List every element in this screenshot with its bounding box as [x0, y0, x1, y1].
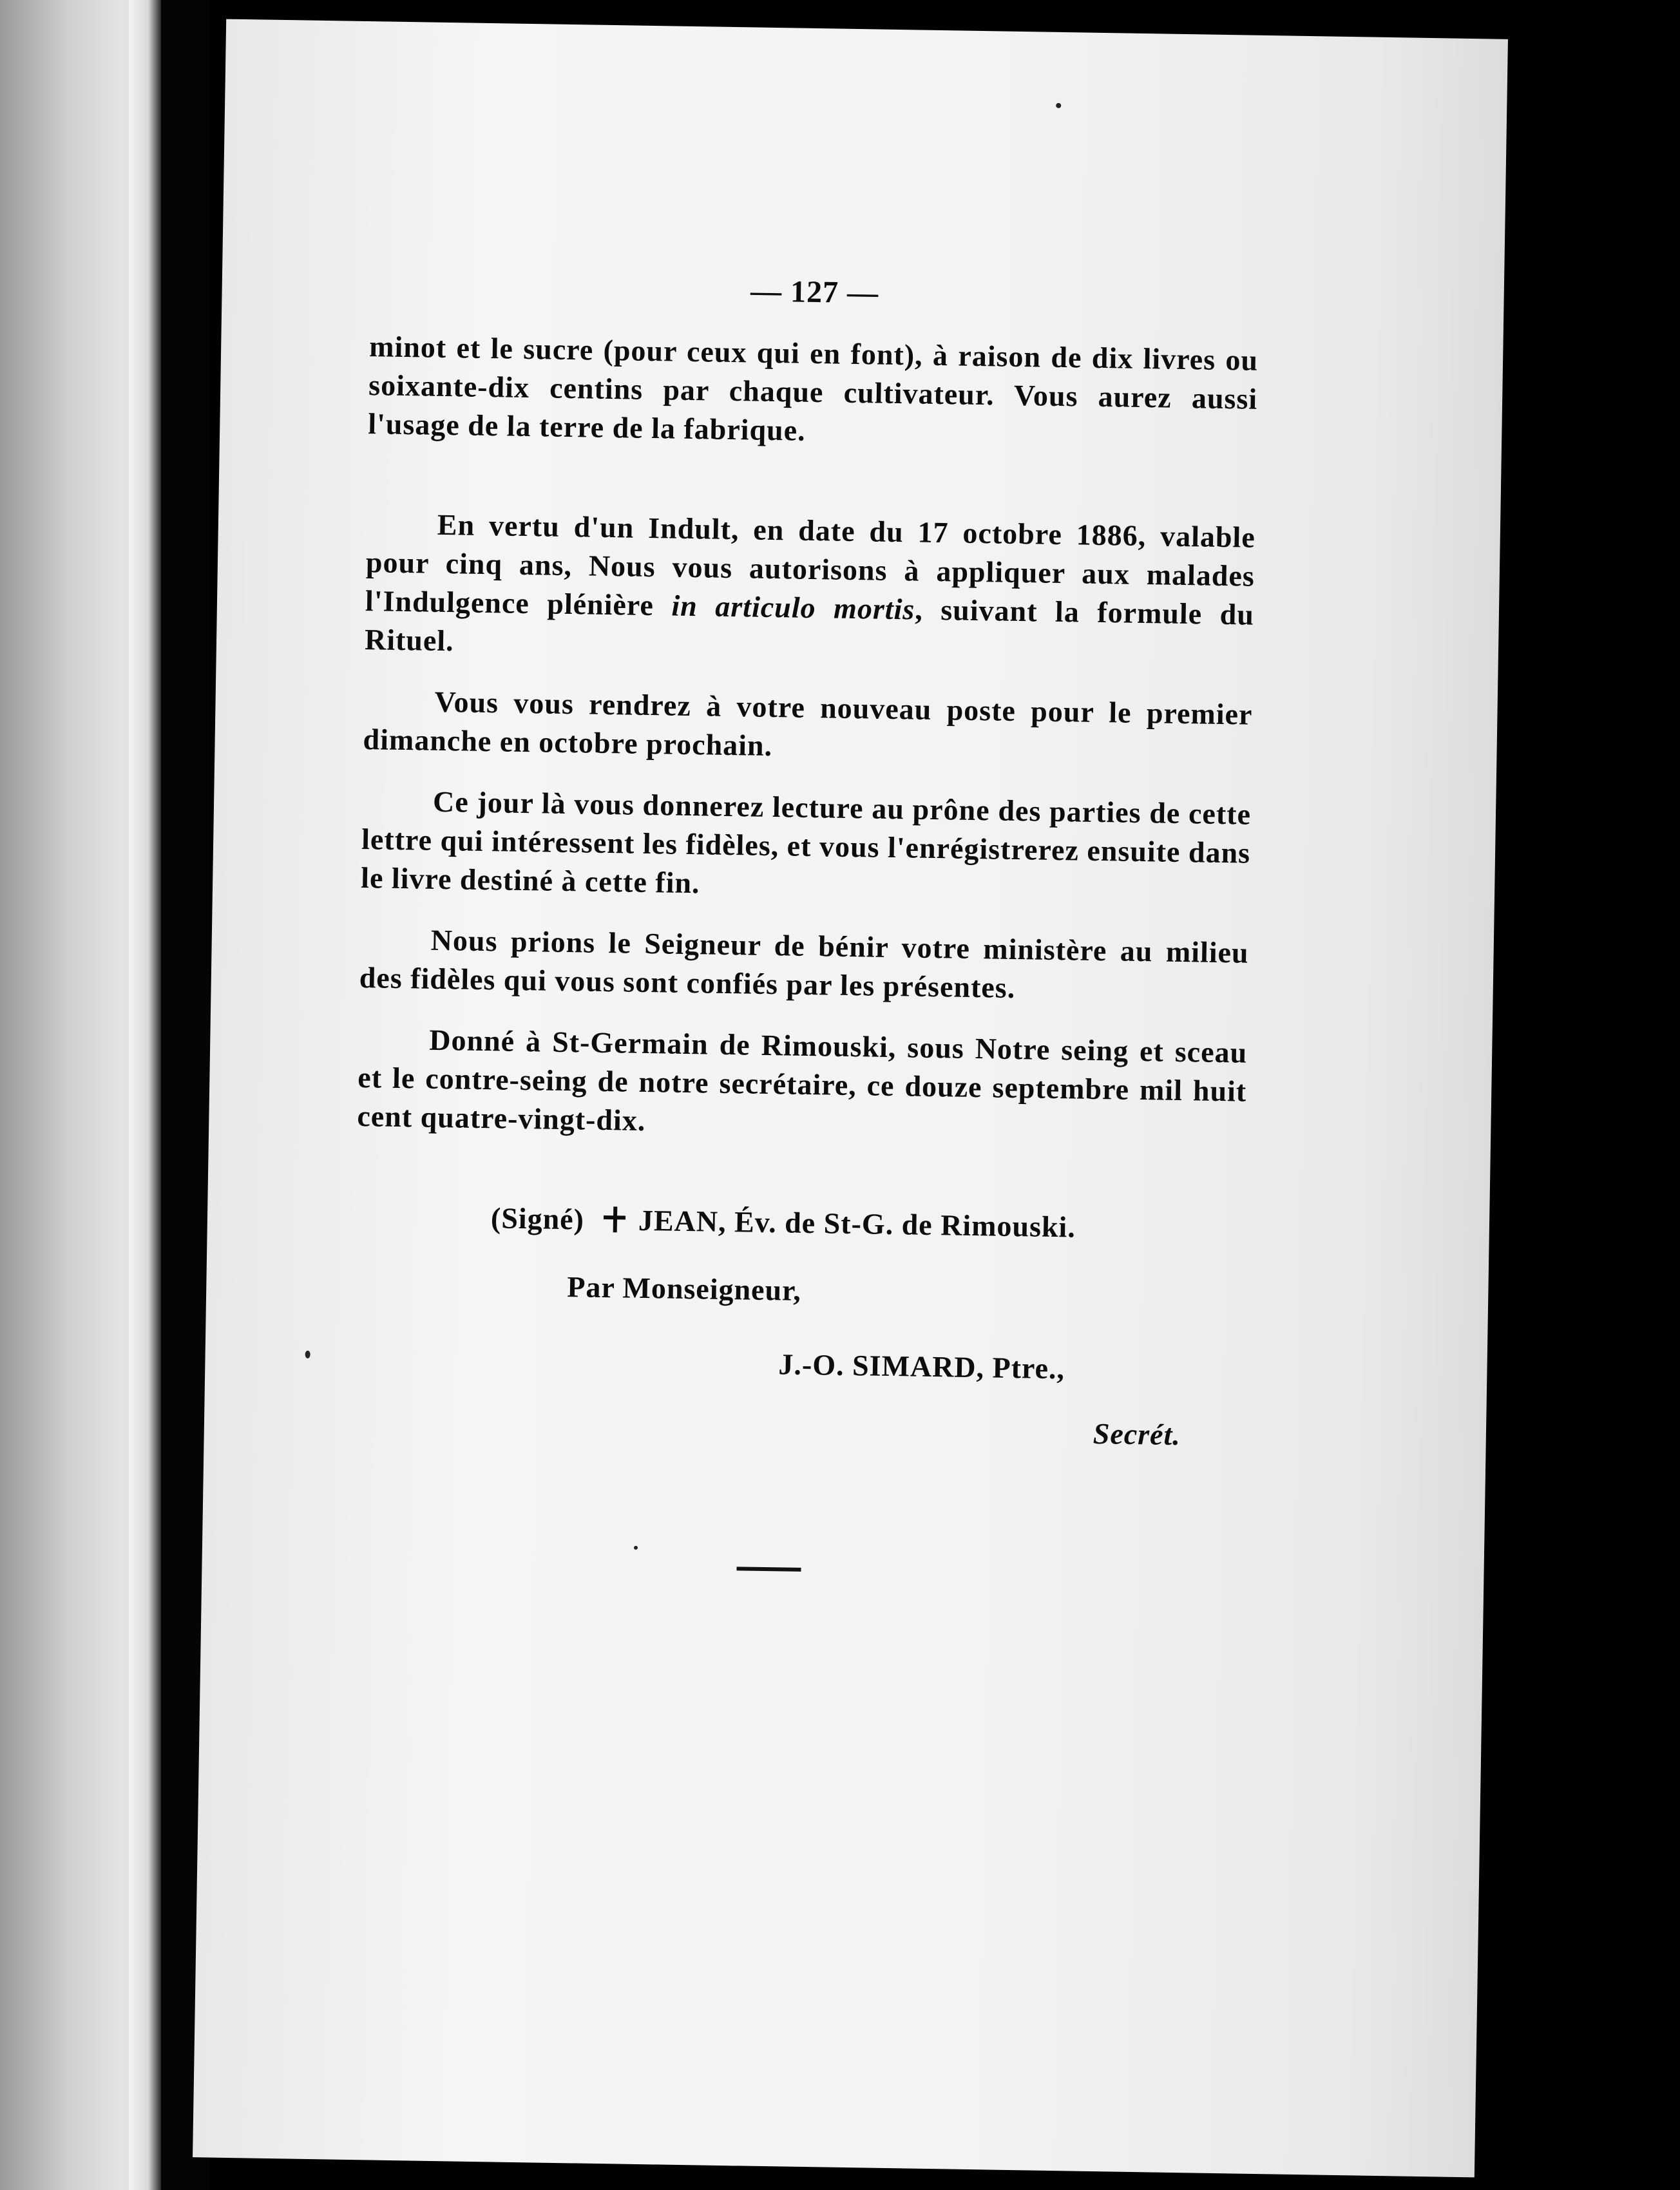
- page-number: — 127 —: [750, 274, 879, 310]
- scan-background: [1501, 0, 1680, 2190]
- smudge-mark: [305, 1351, 310, 1358]
- paragraph-6: Donné à St-Germain de Rimouski, sous Notre seing et sceau et le contre-seing de notre secrétaire, ce douze septembre mil huit cent quatre-vingt-dix.: [357, 1023, 1248, 1138]
- secretary-title: Secrét.: [1093, 1416, 1181, 1452]
- page-text: [357, 266, 1259, 1452]
- paragraph-2-end: , suivant la formule du Rituel.: [364, 593, 1255, 658]
- smudge-mark: [634, 1546, 638, 1550]
- smudge-mark: [1056, 103, 1061, 108]
- paragraph-2: [365, 504, 1256, 673]
- end-rule: [736, 1566, 801, 1572]
- left-page-margin: [129, 0, 161, 2190]
- bishop-name: JEAN, Év. de St-G. de Rimouski.: [638, 1203, 1076, 1244]
- paragraph-1: minot et le sucre (pour ceux qui en font), à raison de dix livres ou soixante-dix centins par chaque cultivateur. Vous aurez aussi l'usage de la terre de la fabrique.: [367, 330, 1259, 447]
- paragraph-3: Vous vous rendrez à votre nouveau poste pour le premier dimanche en octobre prochain.: [363, 685, 1253, 763]
- paragraph-2-text: En vertu d'un Indult, en date du 17 octobre 1886, valable pour cinq ans, Nous vous autorisons à appliquer aux malades l'Indulgence plénière: [365, 508, 1256, 622]
- paragraph-4: Ce jour là vous donnerez lecture au prône des parties de cette lettre qui intéressent les fidèles, et vous l'enrégistrerez ensuite dans le livre destiné à cette fin.: [360, 785, 1252, 900]
- secretary-name: J.-O. SIMARD, Ptre.,: [778, 1347, 1065, 1385]
- document-page: [193, 19, 1508, 2178]
- paragraph-5: Nous prions le Seigneur de bénir votre ministère au milieu des fidèles qui vous sont confiés par les présentes.: [359, 923, 1250, 1005]
- cross-icon: [604, 1206, 626, 1233]
- signature-line: [491, 1199, 1245, 1249]
- signed-label: (Signé): [490, 1201, 585, 1236]
- paragraph-2-italic: in articulo mortis: [671, 589, 915, 626]
- by-label: Par Monseigneur,: [566, 1270, 802, 1307]
